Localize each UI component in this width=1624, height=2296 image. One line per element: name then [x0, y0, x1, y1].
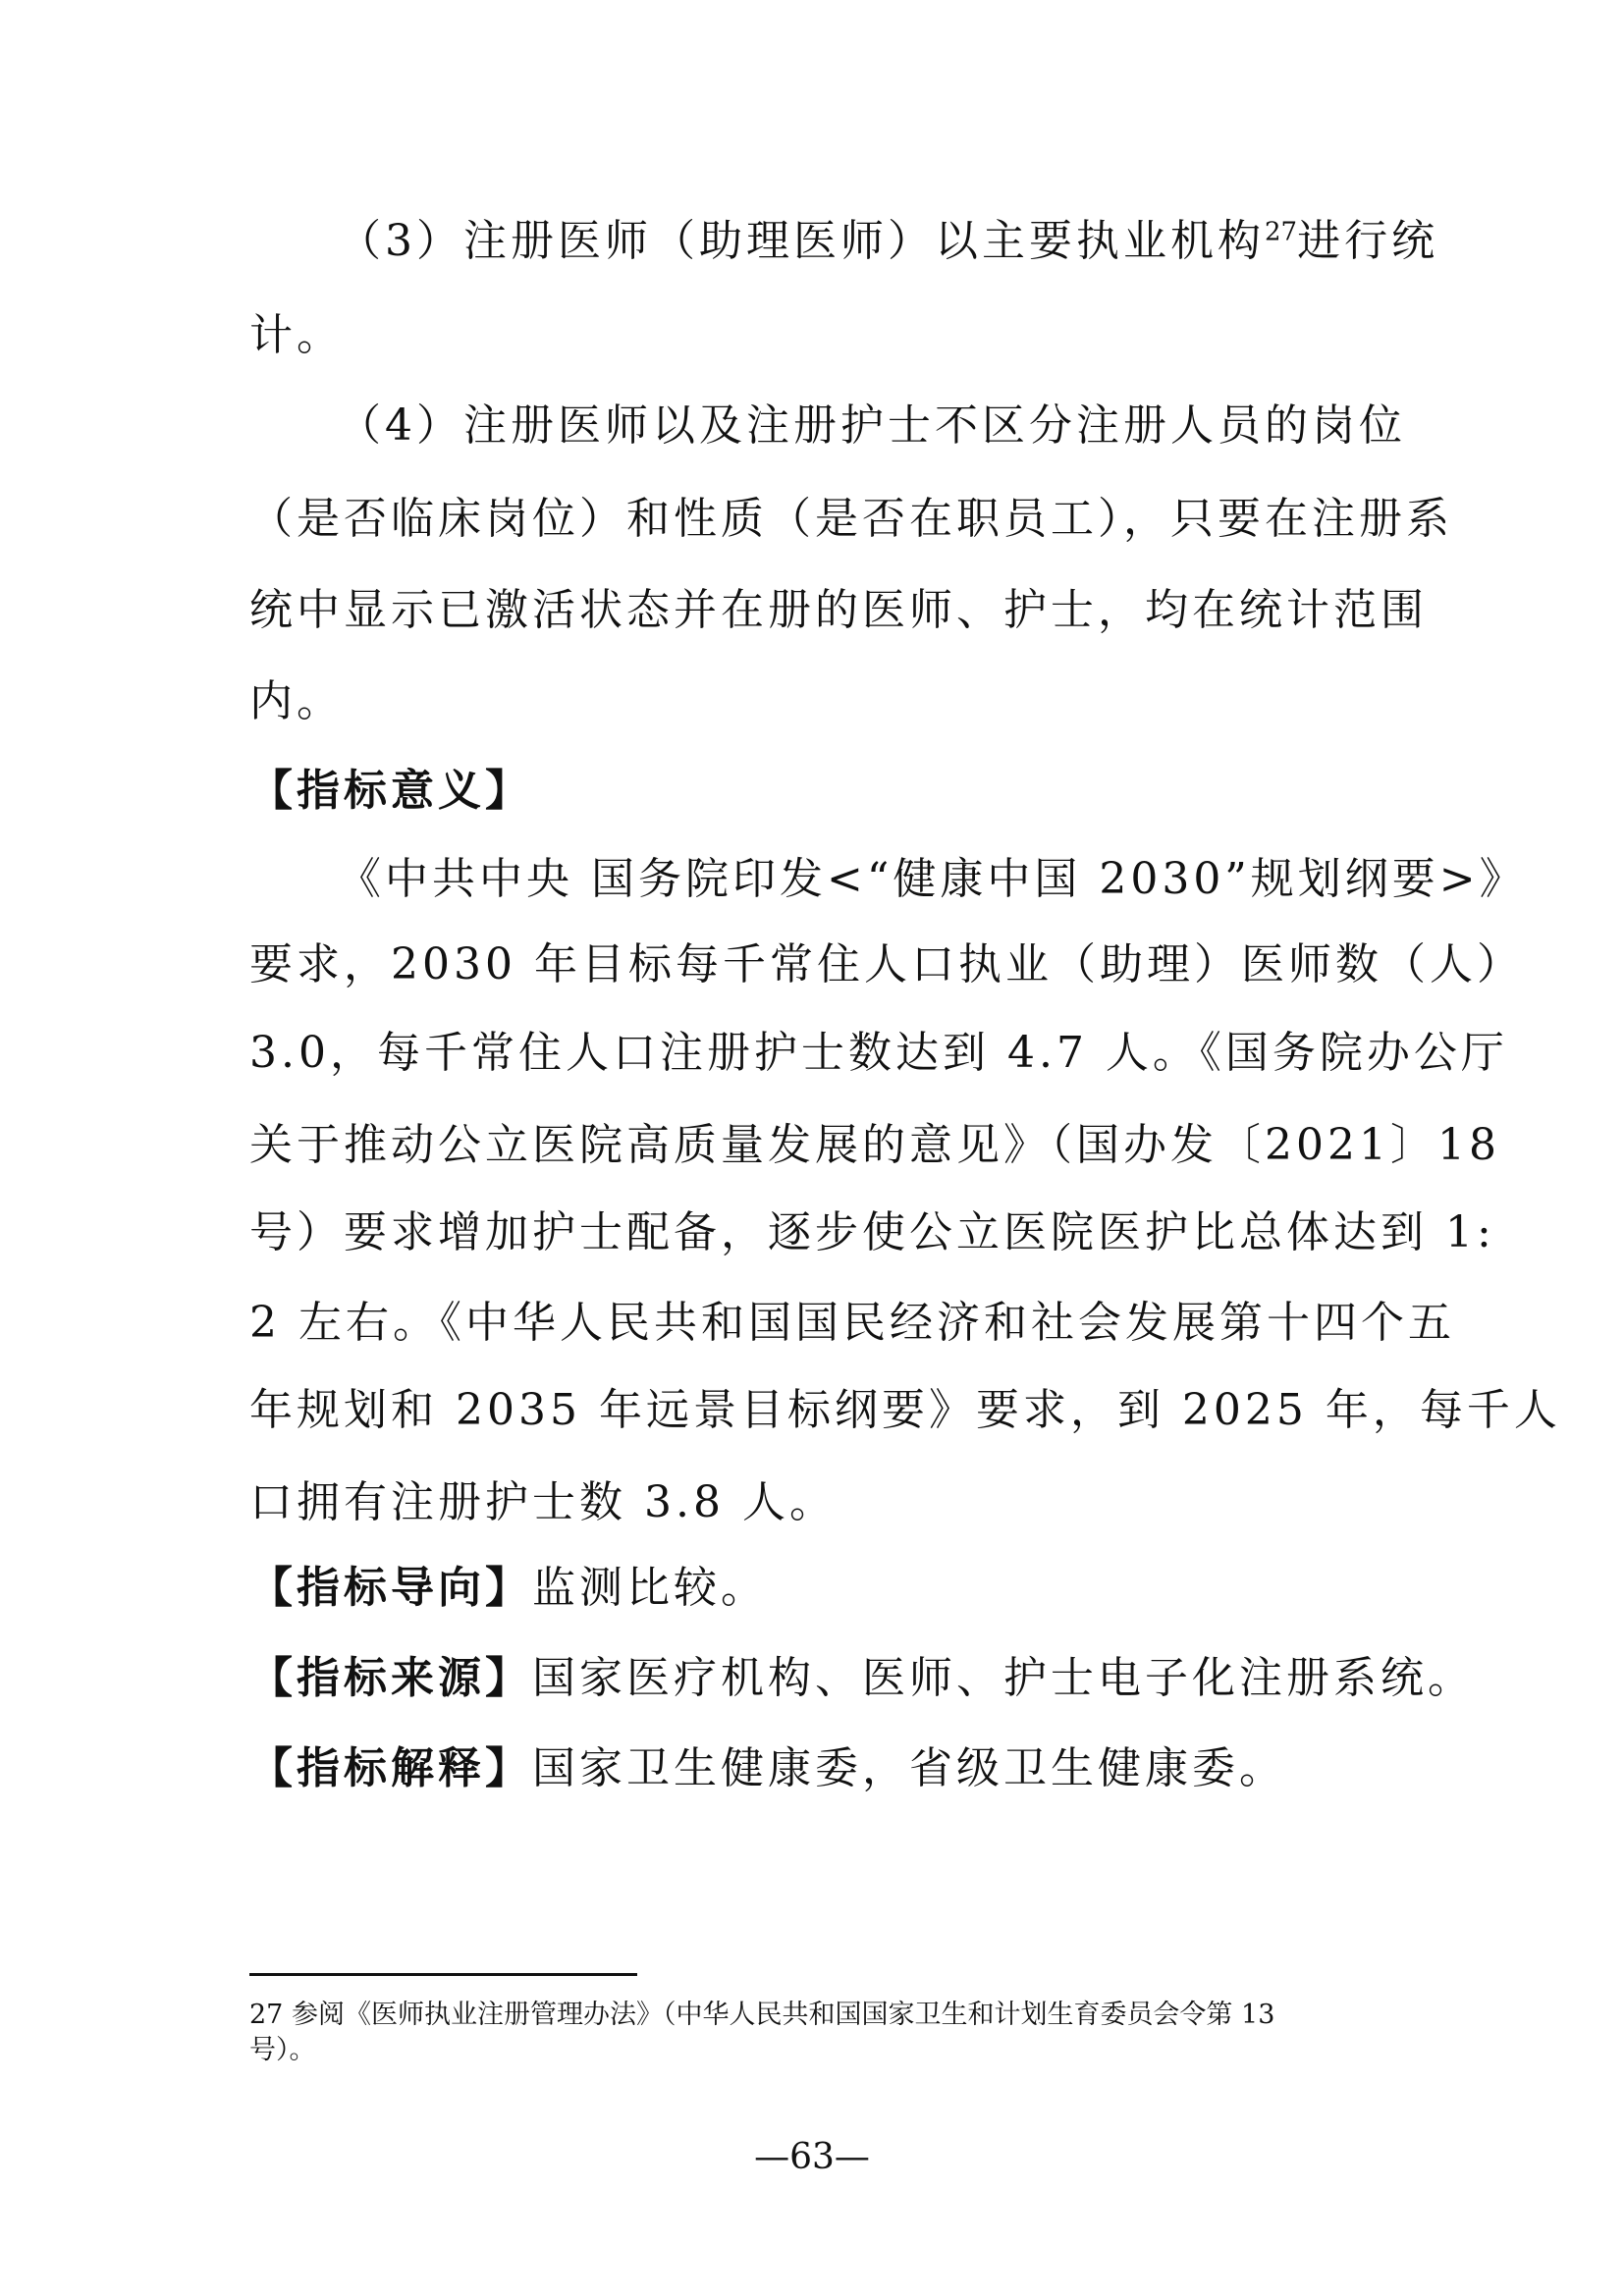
source-label: 【指标来源】 — [249, 1653, 532, 1703]
guidance-label: 【指标导向】 — [249, 1563, 532, 1613]
paragraph-4-line-2: （是否临床岗位）和性质（是否在职员工），只要在注册系 — [249, 494, 1453, 544]
significance-line-7: 年规划和 2035 年远景目标纲要》要求，到 2025 年，每千人 — [249, 1385, 1561, 1435]
guidance-line — [249, 1561, 1379, 1616]
significance-line-6: 2 左右。《中华人民共和国国民经济和社会发展第十四个五 — [249, 1298, 1455, 1348]
paragraph-4-line-1: （4）注册医师以及注册护士不区分注册人员的岗位 — [338, 400, 1406, 451]
footnote-divider — [249, 1973, 637, 1976]
interpretation-label: 【指标解释】 — [249, 1743, 532, 1793]
significance-line-3: 3.0，每千常住人口注册护士数达到 4.7 人。《国务院办公厅 — [249, 1028, 1508, 1078]
footnote-line-2: 号）。 — [249, 2035, 316, 2065]
paragraph-3-line-1 — [338, 214, 1439, 269]
significance-line-5: 号）要求增加护士配备，逐步使公立医院医护比总体达到 1: — [249, 1207, 1495, 1257]
footnote-reference: 27 — [1265, 217, 1298, 247]
significance-line-1: 《中共中央 国务院印发<“健康中国 2030”规划纲要>》 — [338, 854, 1527, 904]
paragraph-3-text-a: （3）注册医师（助理医师）以主要执业机构 — [338, 216, 1265, 266]
paragraph-4-line-4: 内。 — [249, 676, 344, 726]
paragraph-4-line-3: 统中显示已激活状态并在册的医师、护士，均在统计范围 — [249, 585, 1428, 635]
paragraph-3-text-b: 进行统 — [1297, 216, 1439, 266]
guidance-text: 监测比较。 — [532, 1563, 768, 1613]
significance-line-8: 口拥有注册护士数 3.8 人。 — [249, 1477, 837, 1527]
interpretation-line — [249, 1741, 1379, 1796]
paragraph-3-line-2: 计。 — [249, 310, 344, 360]
source-line — [249, 1651, 1475, 1706]
source-text: 国家医疗机构、医师、护士电子化注册系统。 — [532, 1653, 1475, 1703]
significance-line-2: 要求，2030 年目标每千常住人口执业（助理）医师数（人） — [249, 939, 1524, 989]
interpretation-text: 国家卫生健康委，省级卫生健康委。 — [532, 1743, 1286, 1793]
page-number: —63— — [754, 2137, 870, 2177]
significance-heading: 【指标意义】 — [249, 766, 532, 816]
footnote-line-1: 27 参阅《医师执业注册管理办法》（中华人民共和国国家卫生和计划生育委员会令第 13 — [249, 2000, 1275, 2030]
significance-line-4: 关于推动公立医院高质量发展的意见》（国办发〔2021〕18 — [249, 1120, 1500, 1170]
